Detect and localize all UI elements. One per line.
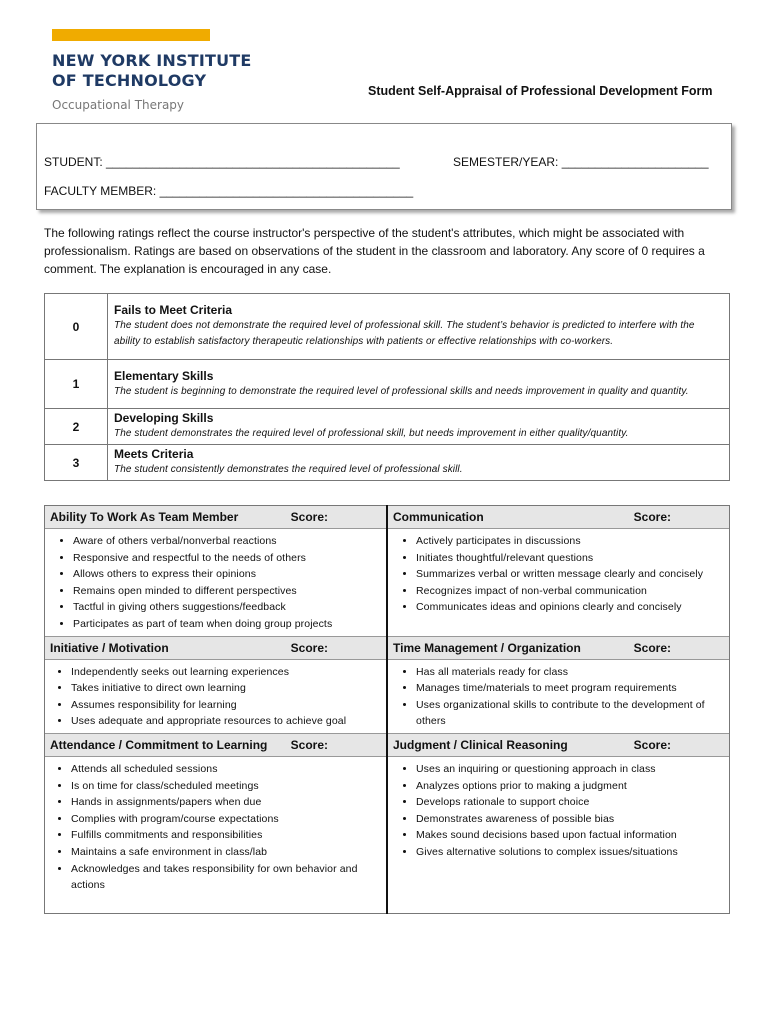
- semester-field[interactable]: SEMESTER/YEAR: ______________________: [453, 155, 709, 169]
- faculty-field[interactable]: FACULTY MEMBER: ______________________________________: [44, 184, 414, 198]
- list-item: • Fulfills commitments and responsibilities: [71, 827, 380, 844]
- rating-description: The student consistently demonstrates the required level of professional skill.: [114, 464, 463, 475]
- list-item: • Allows others to express their opinions: [73, 566, 380, 583]
- score-field[interactable]: Score:: [633, 737, 671, 752]
- logo-line-2: OF TECHNOLOGY: [52, 71, 207, 90]
- skills-table: [44, 505, 730, 914]
- rating-description: The student demonstrates the required level of professional skill, but needs improvement in either quality/quantity.: [114, 428, 629, 439]
- score-field[interactable]: Score:: [290, 640, 328, 655]
- list-item: • Aware of others verbal/nonverbal reactions: [73, 533, 380, 550]
- logo-subtitle: Occupational Therapy: [52, 98, 185, 112]
- intro-paragraph: The following ratings reflect the course instructor's perspective of the student's attributes, which might be associated with professionalism. Ratings are based on observations of the student in the classroom and laboratory. Any score of 0 requires a comment. The explanation is encouraged in any case.: [44, 226, 705, 276]
- rating-score: 2: [45, 409, 108, 445]
- list-item: • Has all materials ready for class: [416, 664, 723, 681]
- list-item: • Responsive and respectful to the needs of others: [73, 550, 380, 567]
- section-title: Initiative / Motivation: [50, 640, 169, 655]
- list-item: • Develops rationale to support choice: [416, 794, 723, 811]
- list-item: • Analyzes options prior to making a judgment: [416, 778, 723, 795]
- list-item: • Independently seeks out learning experiences: [71, 664, 380, 681]
- rating-title: Fails to Meet Criteria: [114, 303, 233, 317]
- section-initiative: [45, 636, 388, 733]
- section-judgment: [387, 733, 730, 914]
- list-item: • Makes sound decisions based upon factual information: [416, 827, 723, 844]
- rating-row: [45, 409, 730, 445]
- score-field[interactable]: Score:: [633, 640, 671, 655]
- list-item: • Manages time/materials to meet program requirements: [416, 680, 723, 697]
- section-teamwork: [45, 506, 388, 636]
- list-item: • Complies with program/course expectations: [71, 811, 380, 828]
- rating-description: The student does not demonstrate the required level of professional skill. The student’s behavior is predicted to interfere with the ability to establish satisfactory therapeutic relationships with patients or effective relationships with co-workers.: [114, 320, 695, 347]
- list-item: • Remains open minded to different perspectives: [73, 583, 380, 600]
- rating-description: The student is beginning to demonstrate the required level of professional skills and needs improvement in quality and quantity.: [114, 385, 689, 397]
- list-item: • Demonstrates awareness of possible bias: [416, 811, 723, 828]
- student-field[interactable]: STUDENT: ____________________________________________: [44, 155, 400, 169]
- list-item: • Summarizes verbal or written message clearly and concisely: [416, 566, 723, 583]
- logo-accent-bar: [52, 29, 210, 41]
- list-item: • Hands in assignments/papers when due: [71, 794, 380, 811]
- list-item: • Acknowledges and takes responsibility for own behavior and actions: [71, 861, 380, 894]
- list-item: • Is on time for class/scheduled meetings: [71, 778, 380, 795]
- section-time-management: [387, 636, 730, 733]
- rating-row: [45, 445, 730, 481]
- section-title: Time Management / Organization: [393, 640, 581, 655]
- rating-title: Elementary Skills: [114, 368, 214, 383]
- list-item: • Takes initiative to direct own learning: [71, 680, 380, 697]
- list-item: • Uses adequate and appropriate resources to achieve goal: [71, 713, 380, 730]
- list-item: • Actively participates in discussions: [416, 533, 723, 550]
- rating-score: 3: [45, 445, 108, 481]
- logo-line-1: NEW YORK INSTITUTE: [52, 51, 252, 70]
- list-item: • Communicates ideas and opinions clearly and concisely: [416, 599, 723, 616]
- section-title: Attendance / Commitment to Learning: [50, 737, 268, 752]
- section-title: Ability To Work As Team Member: [50, 510, 239, 524]
- score-field[interactable]: Score:: [290, 737, 328, 752]
- list-item: • Recognizes impact of non-verbal communication: [416, 583, 723, 600]
- section-title: Judgment / Clinical Reasoning: [393, 737, 568, 752]
- list-item: • Maintains a safe environment in class/lab: [71, 844, 380, 861]
- list-item: • Attends all scheduled sessions: [71, 761, 380, 778]
- rating-row: [45, 294, 730, 360]
- list-item: • Assumes responsibility for learning: [71, 697, 380, 714]
- list-item: • Uses an inquiring or questioning approach in class: [416, 761, 723, 778]
- rating-row: [45, 360, 730, 409]
- list-item: • Uses organizational skills to contribute to the development of others: [416, 697, 723, 730]
- rating-score: 1: [45, 360, 108, 409]
- score-field[interactable]: Score:: [290, 510, 328, 524]
- section-communication: [387, 506, 730, 636]
- list-item: • Gives alternative solutions to complex issues/situations: [416, 844, 723, 861]
- rating-title: Developing Skills: [114, 411, 214, 425]
- form-title: Student Self-Appraisal of Professional Development Form: [368, 84, 713, 98]
- list-item: • Initiates thoughtful/relevant questions: [416, 550, 723, 567]
- list-item: • Tactful in giving others suggestions/feedback: [73, 599, 380, 616]
- section-title: Communication: [393, 510, 484, 524]
- list-item: • Participates as part of team when doing group projects: [73, 616, 380, 633]
- ratings-table: [44, 293, 730, 481]
- section-attendance: [45, 733, 388, 914]
- rating-title: Meets Criteria: [114, 447, 194, 461]
- rating-score: 0: [45, 294, 108, 360]
- score-field[interactable]: Score:: [633, 510, 671, 524]
